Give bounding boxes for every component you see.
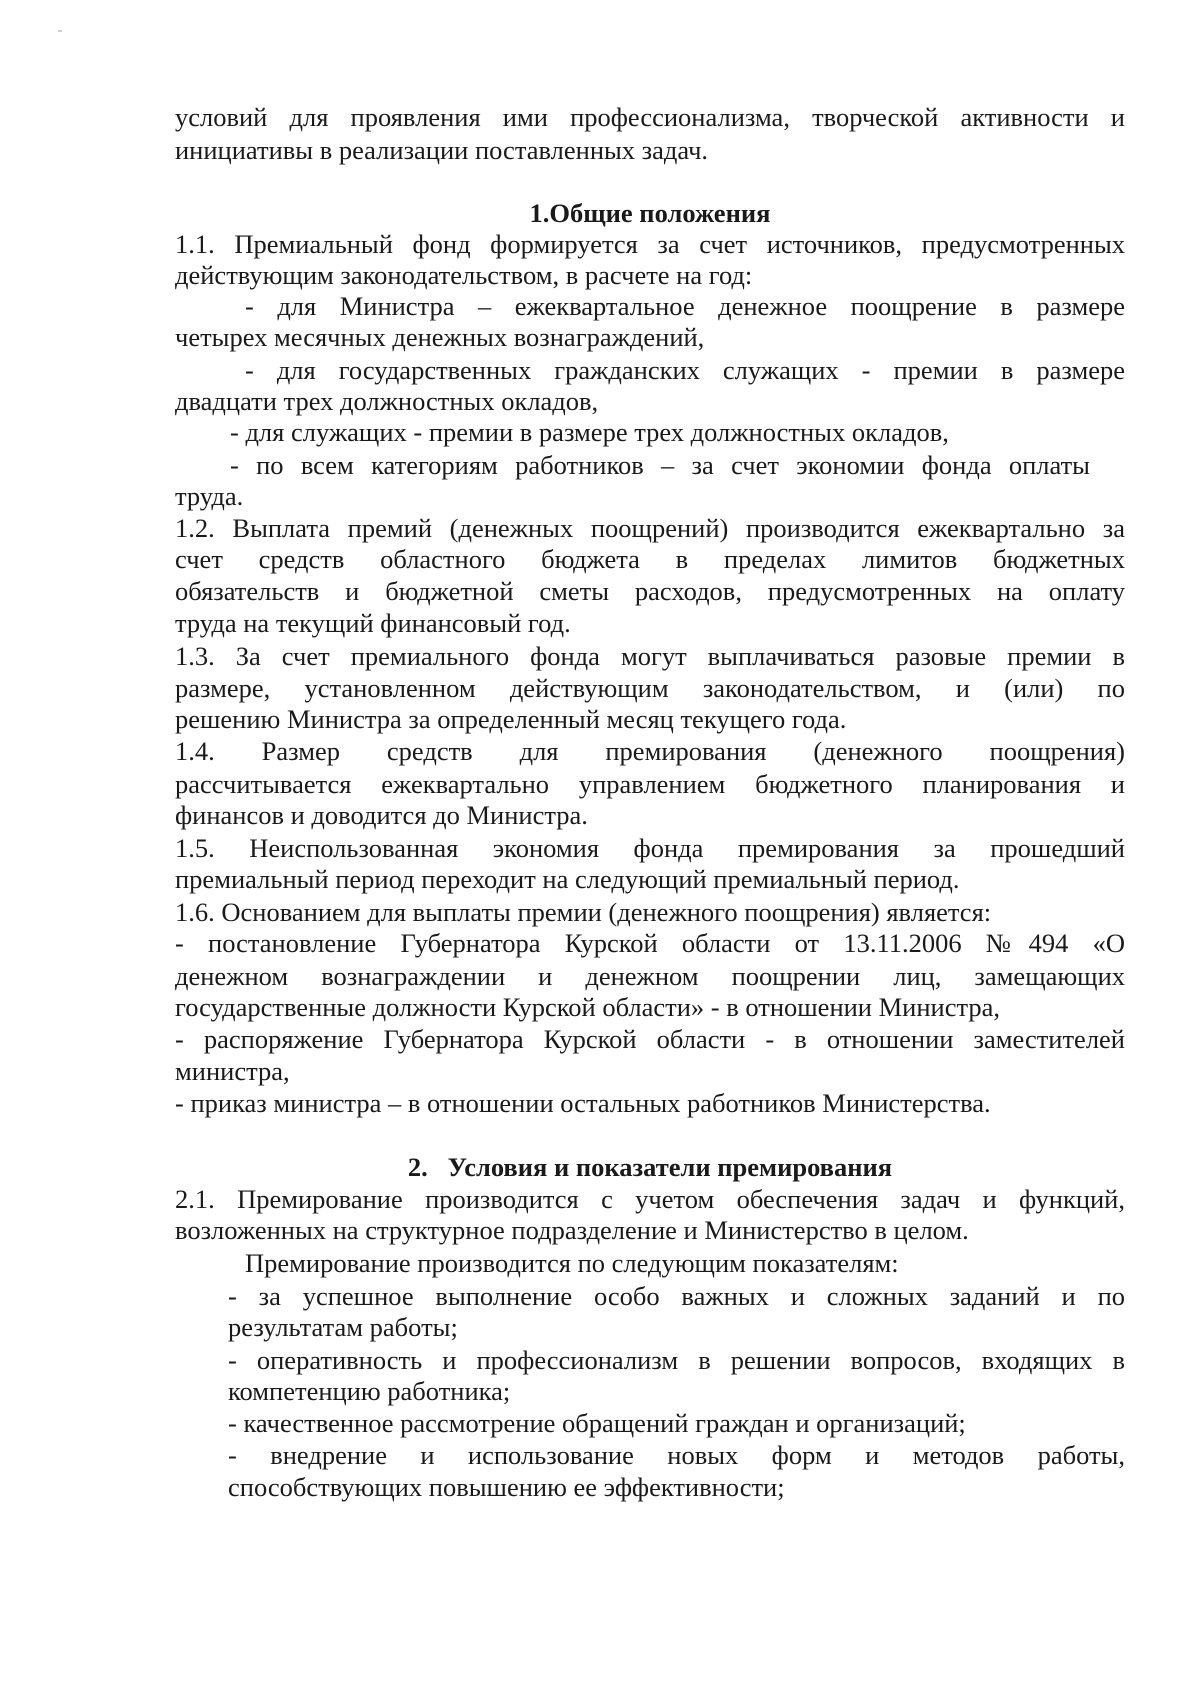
text-line: размере, установленном действующим законодательством, и (или) по [175, 673, 1125, 703]
text-line: премиальный период переходит на следующий премиальный период. [175, 864, 960, 894]
text-line: министра, [175, 1056, 290, 1086]
list-item-line: - для Министра – ежеквартальное денежное поощрение в размере [245, 291, 1125, 321]
text-line: 1.6. Основанием для выплаты премии (денежного поощрения) является: [175, 897, 992, 927]
text-line: финансов и доводится до Министра. [175, 800, 588, 830]
text-line: обязательств и бюджетной сметы расходов, предусмотренных на оплату [175, 576, 1125, 606]
text-line: возложенных на структурное подразделение и Министерство в целом. [175, 1215, 969, 1245]
text-line: четырех месячных денежных вознаграждений, [175, 322, 705, 352]
text-line: труда. [175, 481, 244, 511]
text-line: 1.2. Выплата премий (денежных поощрений) производится ежеквартально за [175, 513, 1125, 543]
section-heading-2: 2. Условия и показатели премирования [407, 1152, 893, 1182]
text-line: 1.4. Размер средств для премирования (денежного поощрения) [175, 736, 1125, 766]
text-line: - распоряжение Губернатора Курской области - в отношении заместителей [175, 1024, 1125, 1054]
text-line: 1.1. Премиальный фонд формируется за счет источников, предусмотренных [175, 229, 1125, 259]
text-line: - постановление Губернатора Курской области от 13.11.2006 №494 «О [175, 928, 1125, 958]
scan-mark [58, 30, 62, 32]
list-item-line: - качественное рассмотрение обращений граждан и организаций; [228, 1408, 966, 1438]
list-item-line: - за успешное выполнение особо важных и сложных заданий и по [228, 1281, 1125, 1311]
text-line: труда на текущий финансовый год. [175, 608, 571, 638]
list-item-line: - для государственных гражданских служащих - премии в размере [245, 355, 1125, 385]
list-item-line: - внедрение и использование новых форм и методов работы, [228, 1440, 1125, 1470]
list-item-line: способствующих повышению ее эффективности; [228, 1472, 785, 1502]
list-item-line: результатам работы; [228, 1312, 458, 1342]
text-line: действующим законодательством, в расчете на год: [175, 260, 753, 290]
list-item-line: - оперативность и профессионализм в решении вопросов, входящих в [228, 1345, 1125, 1375]
text-line: - приказ министра – в отношении остальных работников Министерства. [175, 1088, 991, 1118]
text-line: двадцати трех должностных окладов, [175, 386, 599, 416]
text-line: 1.5. Неиспользованная экономия фонда премирования за прошедший [175, 833, 1125, 863]
list-item-line: - по всем категориям работников – за счет экономии фонда оплаты [230, 450, 1090, 480]
text-line: условий для проявления ими профессионализма, творческой активности и [175, 102, 1125, 132]
text-line: инициативы в реализации поставленных задач. [175, 135, 709, 165]
list-item-line: - для служащих - премии в размере трех должностных окладов, [230, 417, 949, 447]
text-line: 1.3. За счет премиального фонда могут выплачиваться разовые премии в [175, 641, 1125, 671]
text-line: счет средств областного бюджета в пределах лимитов бюджетных [175, 544, 1125, 574]
text-line: 2.1. Премирование производится с учетом обеспечения задач и функций, [175, 1184, 1125, 1214]
text-line: решению Министра за определенный месяц текущего года. [175, 704, 847, 734]
text-line: Премирование производится по следующим показателям: [245, 1248, 899, 1278]
section-heading-1: 1.Общие положения [529, 198, 771, 228]
text-line: денежном вознаграждении и денежном поощрении лиц, замещающих [175, 961, 1125, 991]
text-line: рассчитывается ежеквартально управлением бюджетного планирования и [175, 769, 1125, 799]
list-item-line: компетенцию работника; [228, 1376, 511, 1406]
text-line: государственные должности Курской области» - в отношении Министра, [175, 992, 1001, 1022]
